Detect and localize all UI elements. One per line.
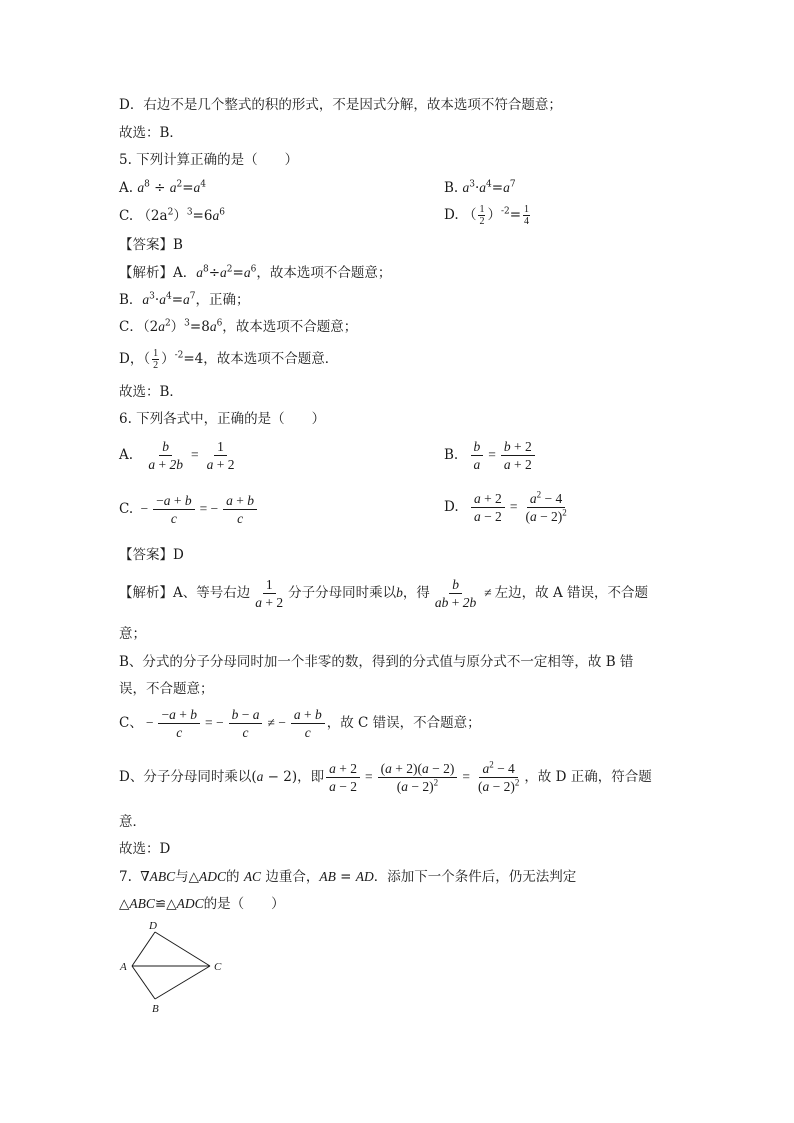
q6-explanation-D-cont: 意． [119,814,146,830]
q6-explanation-A-cont: 意； [119,626,146,642]
previous-select: 故选：B． [119,125,183,141]
q6-explanation-D: D、分子分母同时乘以(a − 2)，即 $\frac{a + 2}{a - 2}$ = $\frac{(a + 2)(a - 2)}{(a - 2)^2}$ = $\frac{a^2 - 4}{(a - 2)^2}$ ，故 D 正确，符合题 [119,759,652,794]
q6-explanation-B-cont: 误，不合题意； [119,681,214,697]
q6-select: 故选：D [119,841,171,857]
vertex-label-C: C [214,961,222,973]
vertex-label-B: B [152,1003,159,1015]
question-6-stem: 6. 下列各式中，正确的是（ ） [119,411,326,427]
q6-answer: 【答案】D [119,547,184,563]
q5-answer: 【答案】B [119,237,183,253]
q5-option-A: A. $a^8 \div a^2=a^4$ [119,179,207,196]
q5-explanation-A: 【解析】A．$a^8\div a^2=a^6$，故本选项不合题意； [119,264,392,281]
q6-option-A: A. $\frac{b}{a + 2b}$ = $\frac{1}{a + 2}$ [119,439,235,472]
q6-explanation-A: 【解析】A、等号右边 $\frac{1}{a + 2}$ 分子分母同时乘以b，得 $\frac{b}{ab + 2b}$ ≠ 左边，故 A 错误，不合题 [119,577,649,610]
segment-DC [155,932,210,966]
question-7-stem: 7. ∇ABC与△ADC的 AC 边重合，AB = AD．添加下一个条件后，仍无法判定 [119,869,577,885]
vertex-label-A: A [120,961,127,973]
q5-explanation-D: D，（ $\frac{1}{2}$ ）$^{-2}$=4，故本选项不合题意． [119,348,339,371]
q6-explanation-C: C、 − $\frac{-a + b}{c}$ = − $\frac{b - a}{c}$ ≠ − $\frac{a + b}{c}$ ，故 C 错误，不合题意； [119,707,481,740]
q5-select: 故选：B． [119,384,183,400]
q6-explanation-B: B、分式的分子分母同时加一个非零的数，得到的分式值与原分式不一定相等，故 B 错 [119,654,634,670]
q5-explanation-B: B．$a^3\cdot a^4=a^7$，正确； [119,291,250,308]
q6-option-B: B. $\frac{b}{a}$ = $\frac{b + 2}{a + 2}$ [444,438,537,473]
q5-option-D: D. （ $\frac{1}{2}$ ）$^{-2}$= $\frac{1}{4}$ [444,204,530,227]
vertex-label-D: D [149,920,157,932]
question-5-stem: 5. 下列计算正确的是（ ） [119,152,299,168]
segment-BC [155,966,210,999]
q5-option-B: B. $a^3\cdot a^4=a^7$ [444,179,516,196]
segment-AB [132,966,155,999]
q5-explanation-C: C．$(2a^2)^3=8a^6$，故本选项不合题意； [119,318,358,335]
q5-option-C: C. $(2a^2)^3=6a^6$ [119,207,225,224]
previous-explanation-D: D．右边不是几个整式的积的形式，不是因式分解，故本选项不符合题意； [119,97,562,113]
q6-option-C: C. − $\frac{-a + b}{c}$ = − $\frac{a + b}{c}$ [119,492,259,527]
q6-option-D: D. $\frac{a + 2}{a - 2}$ = $\frac{a^2 - 4}{(a - 2)^2}$ [444,489,567,524]
question-7-stem-cont: △ABC≌△ADC的是（ ） [119,896,285,912]
segment-AD [132,932,155,966]
quadrilateral-figure [115,915,235,1015]
